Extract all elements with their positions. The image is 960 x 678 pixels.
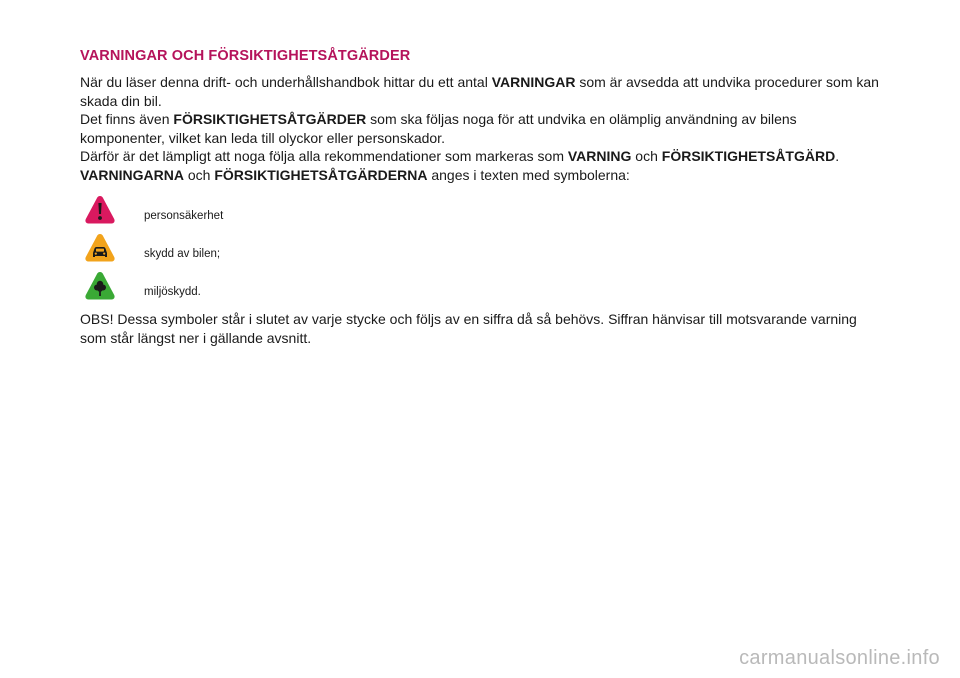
p3-text-mid: och — [631, 148, 662, 164]
obs-note: OBS! Dessa symboler står i slutet av varje stycke och följs av en siffra då så behövs. Siffran hänvisar till motsvarande varning som står längst ner i gällande avsnitt. — [80, 311, 857, 346]
warning-exclamation-icon — [84, 194, 116, 226]
symbol-list — [80, 192, 880, 304]
p4-keyword-1: VARNINGARNA — [80, 166, 184, 183]
p4-text-mid: och — [183, 166, 215, 183]
p3-keyword-2: FÖRSIKTIGHETSÅTGÄRD — [661, 148, 836, 164]
p2-keyword: FÖRSIKTIGHETSÅTGÄRDER — [173, 111, 367, 127]
symbol-label: skydd av bilen; — [144, 248, 221, 260]
p1-text-after: som är avsedda att undvika procedurer som kan skada din bil. — [80, 74, 879, 109]
p3-text-before: Därför är det lämpligt att noga följa alla rekommendationer som markeras som — [80, 148, 568, 164]
paragraph-symbols-intro — [80, 166, 880, 185]
symbol-item-personal-safety — [80, 192, 880, 228]
section-heading: VARNINGAR OCH FÖRSIKTIGHETSÅTGÄRDER — [80, 48, 411, 64]
symbol-label: personsäkerhet — [144, 210, 224, 222]
p3-keyword-1: VARNING — [567, 148, 632, 164]
p2-text-after: som ska följas noga för att undvika en olämplig användning av bilens komponenter, vilket kan leda till olyckor eller personskador. — [80, 111, 797, 146]
symbol-item-car-protection — [80, 230, 880, 266]
paragraph-warnings — [80, 73, 880, 110]
p2-text-before: Det finns även — [80, 111, 174, 127]
car-protection-icon — [84, 232, 116, 264]
paragraph-recommendations — [80, 147, 880, 166]
p1-text-before: När du läser denna drift- och underhållshandbok hittar du ett antal — [80, 74, 492, 90]
environment-tree-icon — [84, 270, 116, 302]
paragraph-precautions — [80, 110, 880, 147]
p3-text-end: . — [835, 148, 840, 164]
symbol-label: miljöskydd. — [144, 286, 201, 298]
watermark: carmanualsonline.info — [739, 647, 940, 669]
p4-text-after: anges i texten med symbolerna: — [427, 166, 630, 183]
symbol-item-environment — [80, 268, 880, 304]
document-body — [80, 48, 880, 347]
p4-keyword-2: FÖRSIKTIGHETSÅTGÄRDERNA — [214, 166, 428, 183]
p1-keyword: VARNINGAR — [491, 74, 576, 90]
